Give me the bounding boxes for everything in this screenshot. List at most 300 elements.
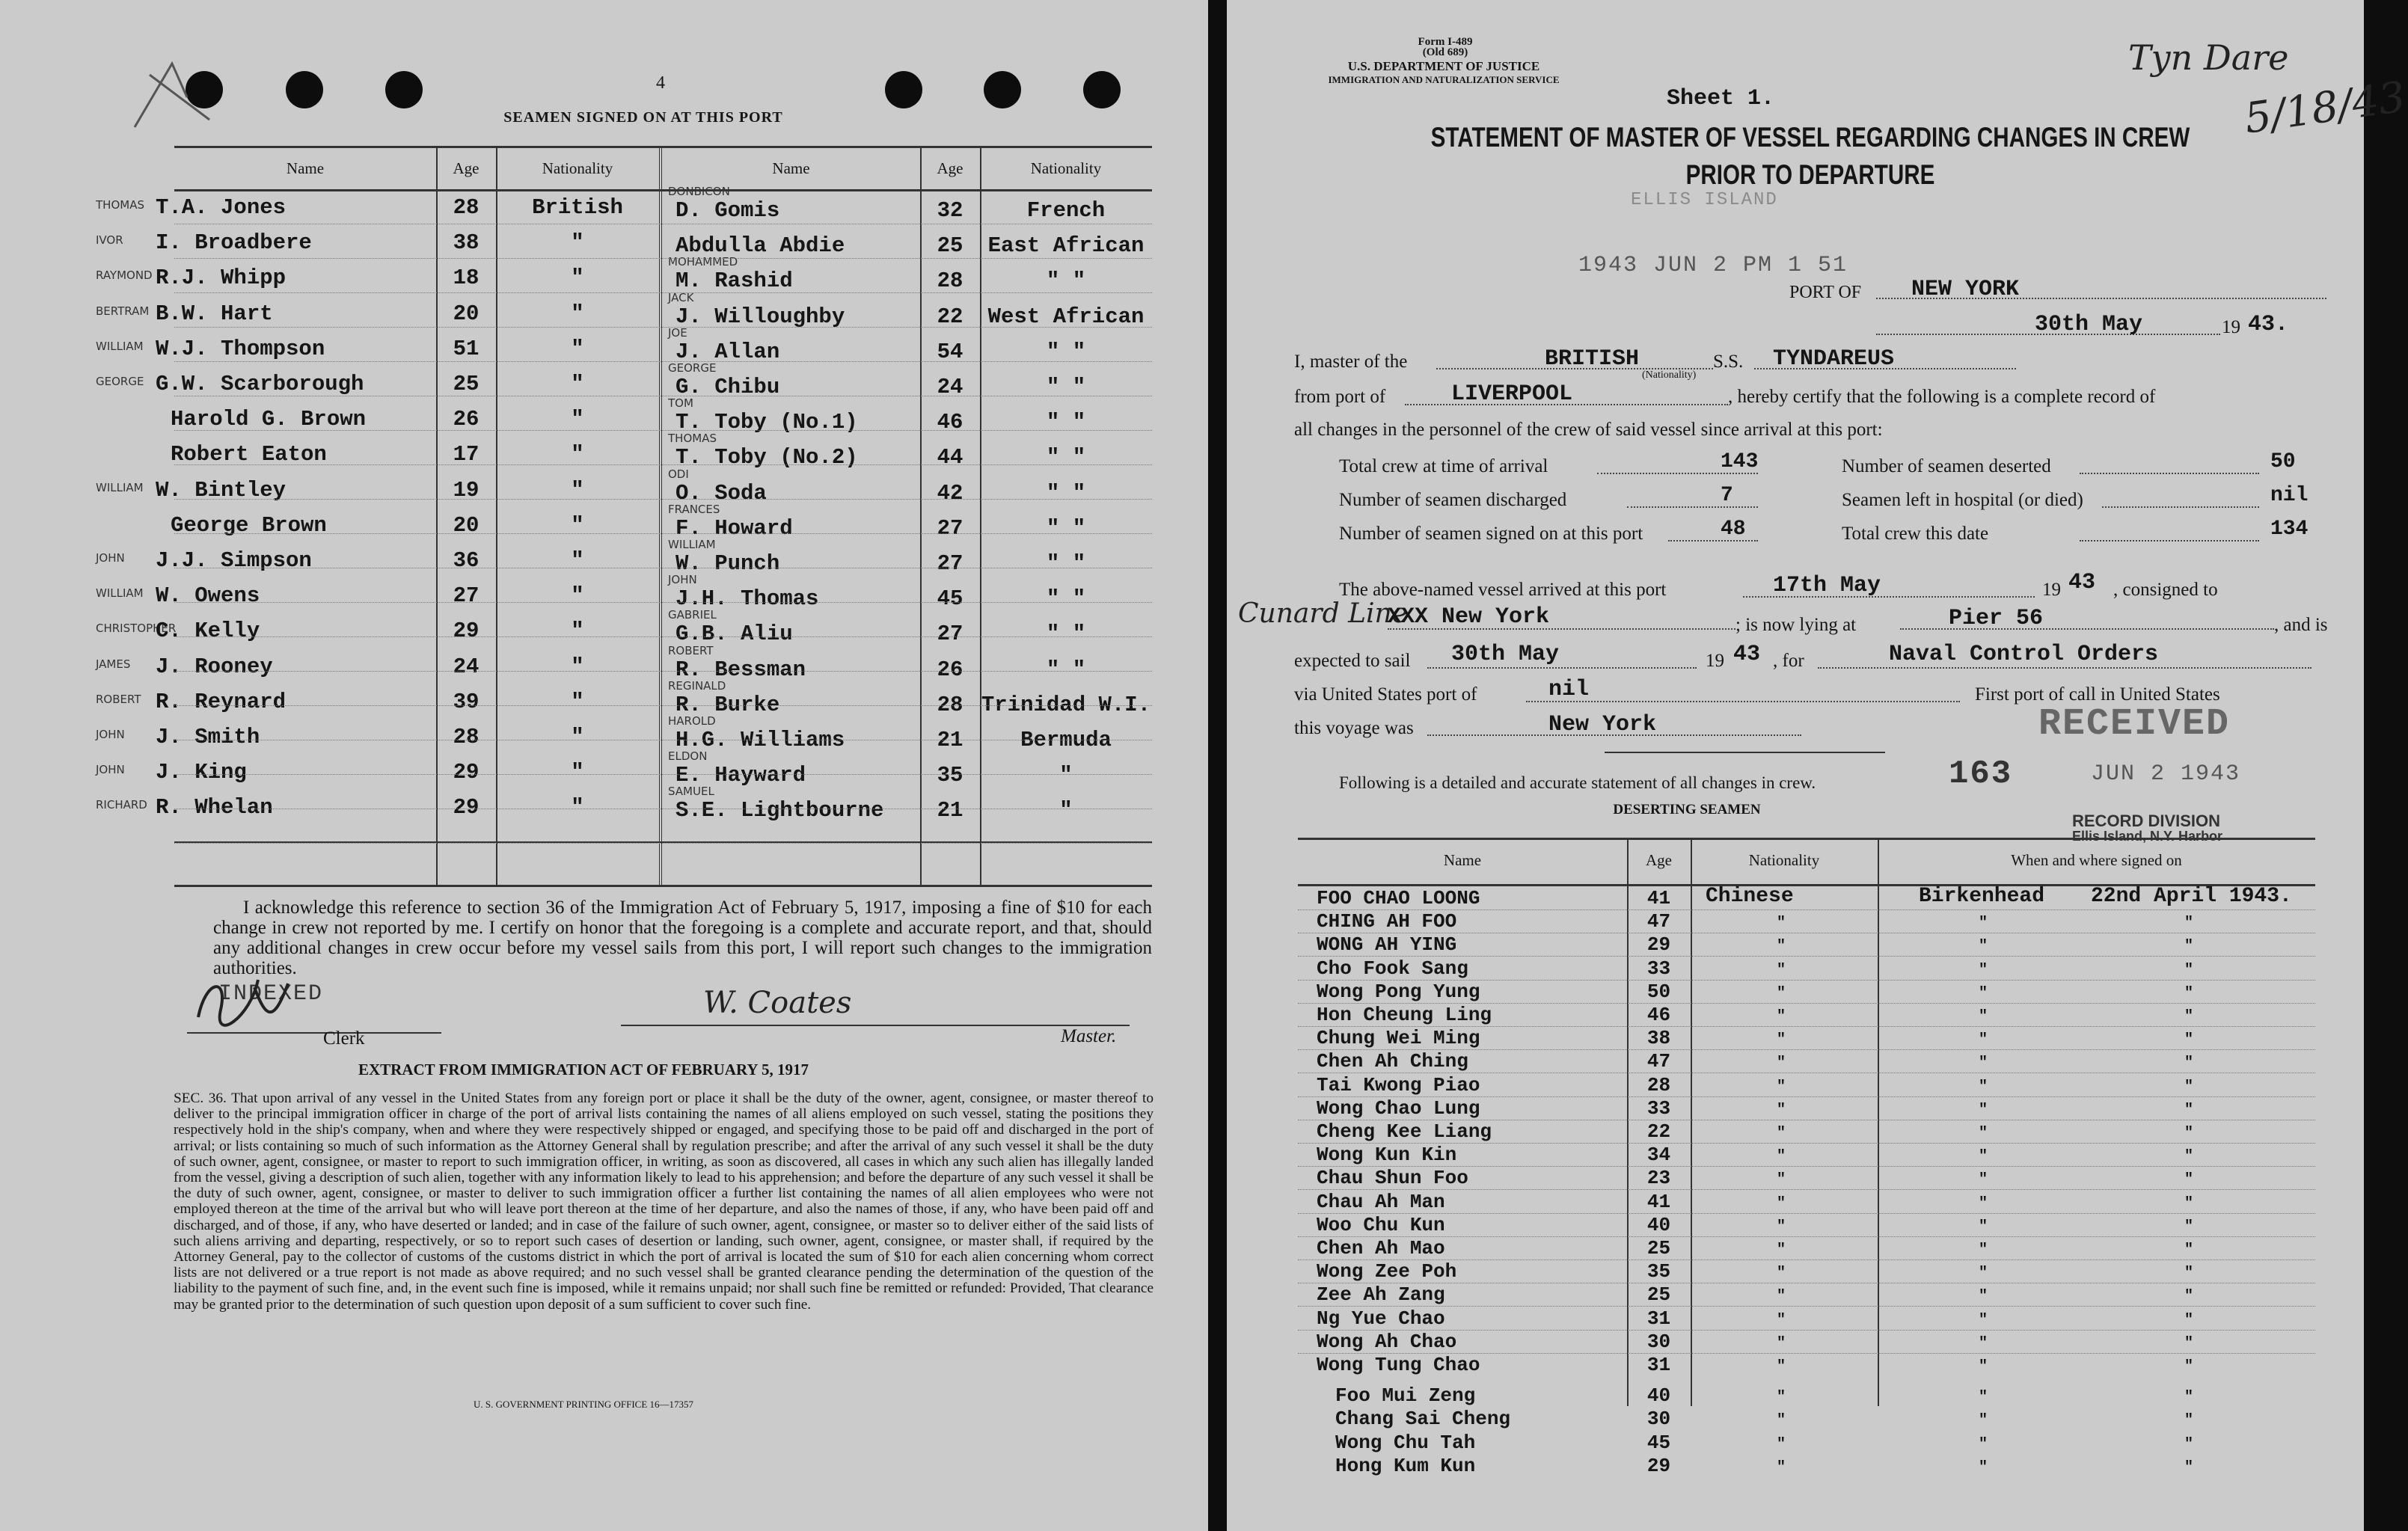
- crew-name: J. Smith: [156, 725, 260, 749]
- deserter-age: 29: [1646, 933, 1671, 957]
- crew-name: W. Owens: [156, 583, 260, 609]
- ship-value: TYNDAREUS: [1773, 346, 1895, 372]
- crew-name: M. Rashid: [675, 269, 793, 294]
- row-rule: [174, 774, 1152, 775]
- ditto-mark: ": [2184, 1078, 2194, 1096]
- crew-age: 26: [937, 657, 963, 682]
- crew-age: 24: [937, 375, 963, 399]
- row-rule: [1298, 1189, 2315, 1190]
- deserter-age: 40: [1646, 1213, 1671, 1236]
- deserter-age: 33: [1646, 957, 1671, 980]
- crew-name: E. Hayward: [675, 763, 806, 788]
- deserter-name: CHING AH FOO: [1317, 910, 1457, 933]
- port-value: NEW YORK: [1911, 277, 2020, 302]
- crew-name: I. Broadbere: [156, 230, 312, 256]
- ditto-mark: ": [1979, 938, 1988, 956]
- ditto-mark: ": [1979, 1055, 1988, 1073]
- ditto-mark: ": [2184, 1171, 2194, 1189]
- row-rule: [174, 292, 1152, 293]
- crew-name: T. Toby (No.2): [675, 445, 858, 470]
- crew-nationality: East African: [987, 233, 1145, 259]
- crew-age: 26: [453, 407, 480, 432]
- deserter-name: Hong Kum Kun: [1335, 1454, 1476, 1477]
- crew-age: 54: [937, 339, 963, 364]
- row-rule: [174, 327, 1152, 328]
- row-rule: [174, 430, 1152, 431]
- handwritten-date: 5/18/43: [2241, 73, 2408, 144]
- clerk-initials: [183, 972, 310, 1032]
- ditto-mark: ": [1979, 1101, 1988, 1119]
- row-rule: [174, 705, 1152, 706]
- ditto-mark: ": [1777, 1334, 1786, 1352]
- stat-value: 143: [1721, 450, 1759, 473]
- crew-age: 32: [937, 198, 963, 223]
- crew-nationality: Trinidad W.I.: [981, 692, 1151, 717]
- crew-name: S.E. Lightbourne: [675, 798, 884, 823]
- deserter-name: Wong Tung Chao: [1317, 1354, 1480, 1376]
- crew-age: 22: [937, 304, 963, 329]
- stat-label: Total crew at time of arrival: [1339, 456, 1548, 476]
- via-label: via United States port of: [1294, 684, 1477, 705]
- crew-name: G. Chibu: [675, 375, 780, 399]
- deserter-age: 33: [1646, 1096, 1671, 1120]
- crew-name: George Brown: [171, 512, 327, 538]
- crew-nationality: ": [571, 689, 584, 714]
- ditto-mark: ": [1979, 915, 1988, 933]
- first-deserter-date: 22nd April 1943.: [2091, 885, 2292, 908]
- crew-nationality: West African: [987, 304, 1145, 329]
- ditto-mark: ": [2184, 915, 2194, 933]
- deserter-age: 46: [1646, 1004, 1671, 1026]
- given-name-note: ODI: [668, 467, 689, 481]
- crew-nationality: ": [571, 407, 584, 432]
- crew-age: 28: [937, 269, 963, 294]
- ditto-mark: ": [2184, 1412, 2194, 1430]
- crew-age: 36: [453, 548, 480, 573]
- desert-header-nationality: Nationality: [1748, 851, 1820, 869]
- crew-name: R. Reynard: [156, 689, 287, 714]
- crew-nationality: " ": [1046, 480, 1086, 506]
- deserter-age: 30: [1646, 1330, 1671, 1353]
- crew-age: 28: [937, 692, 963, 717]
- crew-age: 44: [937, 445, 963, 470]
- given-name-note: JOHN: [96, 763, 125, 777]
- deserter-name: WONG AH YING: [1317, 933, 1457, 957]
- sail-year: 43: [1733, 642, 1761, 667]
- first-deserter-place: Birkenhead: [1919, 885, 2045, 908]
- col-header-age: Age: [937, 159, 963, 177]
- deserter-age: 40: [1646, 1384, 1671, 1408]
- deserter-name: Woo Chu Kun: [1317, 1213, 1445, 1236]
- sail-value: 30th May: [1451, 642, 1560, 667]
- received-stamp: RECEIVED: [2038, 703, 2231, 746]
- ditto-mark: ": [2184, 1458, 2194, 1476]
- ditto-mark: ": [2184, 1125, 2194, 1142]
- deserter-name: Cheng Kee Liang: [1317, 1120, 1492, 1143]
- crew-nationality: " ": [1046, 375, 1086, 399]
- desert-header-name: Name: [1443, 851, 1482, 869]
- stat-value: 50: [2270, 450, 2296, 473]
- crew-nationality: ": [571, 548, 584, 573]
- row-rule: [1298, 1306, 2315, 1307]
- given-name-note: WILLIAM: [668, 538, 716, 551]
- ditto-mark: ": [2184, 1435, 2194, 1453]
- ditto-mark: ": [1979, 1171, 1988, 1189]
- right-page: [1227, 0, 2408, 1531]
- deserter-age: 41: [1646, 1190, 1671, 1213]
- crew-age: 39: [453, 689, 480, 714]
- deserter-name: Chau Ah Man: [1317, 1190, 1445, 1213]
- row-rule: [174, 499, 1152, 500]
- given-name-note: BERTRAM: [96, 304, 150, 318]
- crew-age: 25: [453, 372, 480, 396]
- record-division: RECORD DIVISION: [2072, 811, 2221, 830]
- clerk-label: Clerk: [323, 1028, 365, 1049]
- given-name-note: DONBICON: [668, 185, 730, 198]
- given-name-note: THOMAS: [668, 432, 717, 446]
- given-name-note: GEORGE: [668, 361, 717, 375]
- given-name-note: JACK: [668, 290, 694, 304]
- nationality-value: BRITISH: [1545, 346, 1640, 372]
- ditto-mark: ": [2184, 1265, 2194, 1283]
- stat-value: nil: [2270, 484, 2309, 507]
- deserter-name: Chen Ah Mao: [1317, 1237, 1445, 1260]
- crew-nationality: ": [571, 619, 584, 644]
- punch-hole: [984, 71, 1021, 108]
- given-name-note: RICHARD: [96, 798, 147, 812]
- consignee-handwriting: Cunard Line: [1238, 598, 1408, 629]
- ditto-mark: ": [1777, 1218, 1786, 1236]
- ditto-mark: ": [2184, 1389, 2194, 1407]
- date-value: 30th May: [2035, 312, 2143, 337]
- lying-value: Pier 56: [1949, 606, 2044, 631]
- form-subtitle: PRIOR TO DEPARTURE: [1685, 159, 1935, 190]
- crew-age: 46: [937, 410, 963, 435]
- deserting-title: DESERTING SEAMEN: [1613, 802, 1761, 817]
- crew-nationality: ": [1059, 763, 1073, 788]
- deserter-age: 38: [1646, 1027, 1671, 1050]
- desert-header-signed-on: When and where signed on: [2011, 851, 2182, 869]
- crew-nationality: " ": [1046, 445, 1086, 470]
- ditto-mark: ": [1777, 915, 1786, 933]
- nationality-caption: (Nationality): [1642, 369, 1697, 381]
- row-rule: [174, 361, 1152, 362]
- ditto-mark: ": [1979, 1031, 1988, 1049]
- ditto-mark: ": [1979, 1334, 1988, 1352]
- ditto-mark: ": [1979, 1288, 1988, 1306]
- stat-label: Number of seamen deserted: [1842, 456, 2051, 476]
- crew-age: 29: [453, 795, 480, 820]
- year-value: 43.: [2248, 312, 2289, 337]
- crew-age: 18: [453, 266, 480, 291]
- master-label: Master.: [1061, 1026, 1117, 1046]
- deserter-name: Tai Kwong Piao: [1317, 1073, 1480, 1096]
- for-value: Naval Control Orders: [1889, 642, 2159, 667]
- crew-nationality: ": [571, 725, 584, 749]
- deserter-age: 25: [1646, 1237, 1671, 1260]
- ditto-mark: ": [1979, 1412, 1988, 1430]
- crew-age: 28: [453, 725, 480, 749]
- given-name-note: JOHN: [96, 551, 125, 565]
- given-name-note: ROBERT: [668, 643, 714, 657]
- deserter-name: Ng Yue Chao: [1317, 1307, 1445, 1330]
- sail-year-prefix: 19: [1706, 651, 1724, 671]
- stat-label: Number of seamen signed on at this port: [1339, 524, 1643, 544]
- ditto-mark: ": [1777, 938, 1786, 956]
- deserter-age: 35: [1646, 1260, 1671, 1283]
- crew-name: R.J. Whipp: [156, 266, 287, 291]
- ditto-mark: ": [1777, 1358, 1786, 1375]
- deserting-table: [1298, 838, 2315, 1511]
- punch-hole: [885, 71, 922, 108]
- crew-name: J. King: [156, 760, 247, 785]
- crew-name: Harold G. Brown: [171, 407, 367, 432]
- ditto-mark: ": [1777, 1148, 1786, 1166]
- given-name-note: HAROLD: [668, 714, 716, 728]
- ditto-mark: ": [1979, 961, 1988, 979]
- given-name-note: FRANCES: [668, 502, 720, 516]
- crew-nationality: ": [571, 583, 584, 609]
- voyage-label: this voyage was: [1294, 718, 1414, 738]
- crew-nationality: " ": [1046, 657, 1086, 682]
- crew-nationality: ": [571, 760, 584, 785]
- deserter-name: Wong Kun Kin: [1317, 1144, 1457, 1167]
- stamp-number: 163: [1949, 755, 2013, 793]
- given-name-note: WILLIAM: [96, 586, 144, 601]
- lying-label: ; is now lying at: [1735, 615, 1857, 635]
- crew-name: R. Bessman: [675, 657, 806, 682]
- form-number: Form I-489: [1418, 36, 1473, 48]
- row-rule: [1298, 1236, 2315, 1237]
- crew-nationality: British: [532, 195, 623, 220]
- crew-nationality: ": [571, 372, 584, 396]
- deserter-age: 30: [1646, 1408, 1671, 1431]
- given-name-note: MOHAMMED: [668, 255, 738, 269]
- ditto-mark: ": [1979, 1148, 1988, 1166]
- given-name-note: JAMES: [96, 657, 131, 671]
- ditto-mark: ": [2184, 1358, 2194, 1375]
- crew-nationality: ": [1059, 798, 1073, 823]
- ditto-mark: ": [1777, 1078, 1786, 1096]
- deserter-age: 50: [1646, 980, 1671, 1003]
- crew-age: 19: [453, 477, 480, 503]
- ellis-stamp: ELLIS ISLAND: [1631, 190, 1778, 210]
- deserter-name: Wong Zee Poh: [1317, 1260, 1457, 1283]
- from-port-value: LIVERPOOL: [1451, 381, 1573, 407]
- crew-age: 38: [453, 230, 480, 256]
- deserter-age: 28: [1646, 1073, 1671, 1096]
- deserter-name: FOO CHAO LOONG: [1317, 887, 1480, 909]
- crew-name: F. Howard: [675, 515, 793, 541]
- given-name-note: WILLIAM: [96, 480, 144, 494]
- desert-header-age: Age: [1646, 851, 1672, 869]
- crew-name: J.J. Simpson: [156, 548, 312, 573]
- deserter-age: 34: [1646, 1144, 1671, 1167]
- crew-name: J. Allan: [675, 339, 780, 364]
- ditto-mark: ": [2184, 1311, 2194, 1329]
- row-rule: [174, 671, 1152, 672]
- stat-leader: [2080, 540, 2259, 541]
- row-rule: [174, 464, 1152, 465]
- crew-name: J. Willoughby: [675, 304, 845, 329]
- extract-title: EXTRACT FROM IMMIGRATION ACT OF FEBRUARY 5, 1917: [358, 1061, 809, 1079]
- given-name-note: GEORGE: [96, 375, 144, 388]
- extract-text: SEC. 36. That upon arrival of any vessel in the United States from any foreign port or place it shall be the duty of the owner, agent, consignee, or master thereof to deliver to the principal immigration officer in charge of the port of arrival lists containing the names of all aliens employed on such vessel, stating the positions they respectively hold in the ship's company, when and where they were respectively shipped or engaged, and specifying those to be paid off and discharged in the port of arrival; or lists containing so much of such information as the Attorney General shall by regulation prescribe; and after the arrival of any such vessel it shall be the duty of such owner, agent, consignee, or master to report to such immigration officer, in writing, as soon as discovered, all cases in which any such alien has illegally landed from the vessel, giving a description of such alien, together with any information likely to lead to his apprehension; and before the departure of any such vessel it shall be the duty of such owner, agent, consignee, or master to deliver to such immigration officer a further list containing the names of all alien employees who were not employed thereon at the time of the arrival but who will leave port thereon at the time of her departure, and also the names of those, if any, who have been paid off and discharged, and of those, if any, who have deserted or landed; and in case of the failure of such owner, agent, consignee, or master so to deliver either of the said lists of such aliens arriving and departing, respectively, or so to report such cases of desertion or landing, such owner, agent, consignee, or master shall, if required by the Attorney General, pay to the collector of customs of the customs district in which the port of arrival is located the sum of $10 for each alien concerning whom correct lists are not delivered or a true report is not made as above required; and no such vessel shall be granted clearance pending the determination of the question of the liability to the payment of such fine, and, in the event such fine is imposed, while it remains unpaid; nor shall such fine be remitted or refunded: Provided, That clearance may be granted prior to the determination of such question upon deposit of a sum sufficient to cover such fine.: [174, 1090, 1154, 1313]
- ditto-mark: ": [1979, 1458, 1988, 1476]
- crew-age: 25: [937, 233, 963, 259]
- year-prefix: 19: [2222, 317, 2240, 337]
- page-number: 4: [656, 73, 665, 93]
- crew-age: 24: [453, 654, 480, 679]
- ditto-mark: ": [1777, 1288, 1786, 1306]
- consignee-value: XXX New York: [1388, 604, 1550, 630]
- ditto-mark: ": [1979, 1435, 1988, 1453]
- deserter-age: 45: [1646, 1431, 1671, 1454]
- crew-name: J.H. Thomas: [675, 586, 819, 612]
- given-name-note: WILLIAM: [96, 339, 144, 353]
- service: IMMIGRATION AND NATURALIZATION SERVICE: [1328, 74, 1560, 85]
- ditto-mark: ": [1777, 1008, 1786, 1025]
- row-rule: [174, 636, 1152, 637]
- crew-name: G.B. Aliu: [675, 622, 793, 647]
- ditto-mark: ": [2184, 938, 2194, 956]
- deserter-name: Chen Ah Ching: [1317, 1050, 1468, 1073]
- punch-hole: [1083, 71, 1121, 108]
- given-name-note: ROBERT: [96, 692, 141, 706]
- given-name-note: CHRISTOPHER: [96, 622, 177, 636]
- crew-name: W.J. Thompson: [156, 336, 325, 361]
- crew-nationality: " ": [1046, 410, 1086, 435]
- deserter-name: Wong Ah Chao: [1317, 1330, 1457, 1353]
- crew-nationality: ": [571, 654, 584, 679]
- given-name-note: RAYMOND: [96, 269, 153, 283]
- port-label: PORT OF: [1789, 283, 1862, 302]
- crew-age: 17: [453, 442, 480, 467]
- crew-nationality: " ": [1046, 551, 1086, 576]
- ditto-mark: ": [1777, 1242, 1786, 1259]
- crew-name: T.A. Jones: [156, 195, 287, 220]
- ditto-mark: ": [1777, 1031, 1786, 1049]
- signed-on-table: [96, 146, 1152, 889]
- corner-mark: [105, 45, 254, 135]
- crew-nationality: ": [571, 266, 584, 291]
- col-header-name: Name: [772, 159, 810, 177]
- given-name-note: JOHN: [96, 728, 125, 741]
- stat-value: 7: [1721, 484, 1733, 507]
- crew-nationality: ": [571, 477, 584, 503]
- col-header-nationality: Nationality: [1030, 159, 1102, 177]
- stat-value: 134: [2270, 518, 2309, 541]
- crew-nationality: " ": [1046, 586, 1086, 612]
- deserter-age: 31: [1646, 1307, 1671, 1330]
- crew-nationality: ": [571, 230, 584, 256]
- given-name-note: TOM: [668, 396, 693, 411]
- given-name-note: THOMAS: [96, 198, 144, 212]
- crew-age: 27: [453, 583, 480, 609]
- ditto-mark: ": [1777, 961, 1786, 979]
- certify-text: , hereby certify that the following is a complete record of: [1728, 387, 2156, 407]
- stat-value: 48: [1721, 518, 1746, 541]
- sail-label: expected to sail: [1294, 651, 1411, 671]
- crew-nationality: ": [571, 442, 584, 467]
- stat-leader: [2102, 506, 2259, 508]
- crew-nationality: ": [571, 795, 584, 820]
- crew-nationality: " ": [1046, 339, 1086, 364]
- crew-name: J. Rooney: [156, 654, 273, 679]
- crew-name: O. Soda: [675, 480, 767, 506]
- ditto-mark: ": [1777, 984, 1786, 1002]
- ditto-mark: ": [1979, 1125, 1988, 1142]
- printer-line: U. S. GOVERNMENT PRINTING OFFICE 16—17357: [473, 1399, 694, 1410]
- first-deserter-nationality: Chinese: [1706, 885, 1794, 908]
- ditto-mark: ": [1979, 1008, 1988, 1025]
- section-title: SEAMEN SIGNED ON AT THIS PORT: [503, 109, 783, 126]
- crew-name: C. Kelly: [156, 619, 260, 644]
- crew-age: 45: [937, 586, 963, 612]
- ditto-mark: ": [1777, 1125, 1786, 1142]
- col-header-nationality: Nationality: [542, 159, 613, 177]
- stat-label: Total crew this date: [1842, 524, 1989, 544]
- consigned-label: , consigned to: [2113, 580, 2218, 600]
- row-rule: [174, 258, 1152, 259]
- deserter-name: Wong Chao Lung: [1317, 1096, 1480, 1120]
- received-date: JUN 2 1943: [2091, 761, 2241, 787]
- col-header-age: Age: [453, 159, 480, 177]
- crew-age: 27: [937, 622, 963, 647]
- following-text: Following is a detailed and accurate statement of all changes in crew.: [1339, 773, 1816, 792]
- ss-label: S.S.: [1713, 352, 1744, 372]
- crew-name: Robert Eaton: [171, 442, 327, 467]
- crew-nationality: " ": [1046, 515, 1086, 541]
- crew-name: W. Punch: [675, 551, 780, 576]
- ditto-mark: ": [1777, 1194, 1786, 1212]
- and-is-label: , and is: [2274, 615, 2328, 635]
- time-stamp: 1943 JUN 2 PM 1 51: [1578, 253, 1848, 278]
- crew-nationality: Bermuda: [1020, 728, 1112, 752]
- crew-age: 21: [937, 728, 963, 752]
- given-name-note: REGINALD: [668, 678, 726, 693]
- col-header-name: Name: [286, 159, 325, 177]
- ditto-mark: ": [1777, 1458, 1786, 1476]
- stat-leader: [1627, 506, 1758, 508]
- acknowledgement-text: I acknowledge this reference to section 36 of the Immigration Act of February 5, 1917, imposing a fine of $10 for each change in crew not reported by me. I certify on honor that the foregoing is a complete and accurate report, and that, should any additional changes in crew occur before my vessel sails from this port, I will report such changes to the immigration authorities.: [213, 898, 1152, 978]
- indexed-stamp: INDEXED: [218, 981, 324, 1007]
- ditto-mark: ": [2184, 1101, 2194, 1119]
- ditto-mark: ": [2184, 1148, 2194, 1166]
- crew-name: R. Whelan: [156, 795, 273, 820]
- crew-age: 20: [453, 512, 480, 538]
- voyage-value: New York: [1548, 712, 1657, 737]
- ditto-mark: ": [1777, 1265, 1786, 1283]
- crew-name: R. Burke: [675, 692, 780, 717]
- deserter-name: Zee Ah Zang: [1317, 1283, 1445, 1307]
- row-rule: [1298, 1213, 2315, 1214]
- crew-name: H.G. Williams: [675, 728, 845, 752]
- punch-hole: [286, 71, 323, 108]
- deserter-age: 22: [1646, 1120, 1671, 1143]
- deserter-name: Chau Shun Foo: [1317, 1167, 1468, 1190]
- ditto-mark: ": [2184, 961, 2194, 979]
- crew-age: 27: [937, 551, 963, 576]
- ditto-mark: ": [1777, 1389, 1786, 1407]
- ditto-mark: ": [2184, 1242, 2194, 1259]
- master-of-label: I, master of the: [1294, 352, 1408, 372]
- given-name-note: JOHN: [668, 573, 697, 587]
- ditto-mark: ": [1777, 1171, 1786, 1189]
- crew-name: B.W. Hart: [156, 301, 273, 326]
- given-name-note: GABRIEL: [668, 608, 717, 622]
- ditto-mark: ": [1777, 1412, 1786, 1430]
